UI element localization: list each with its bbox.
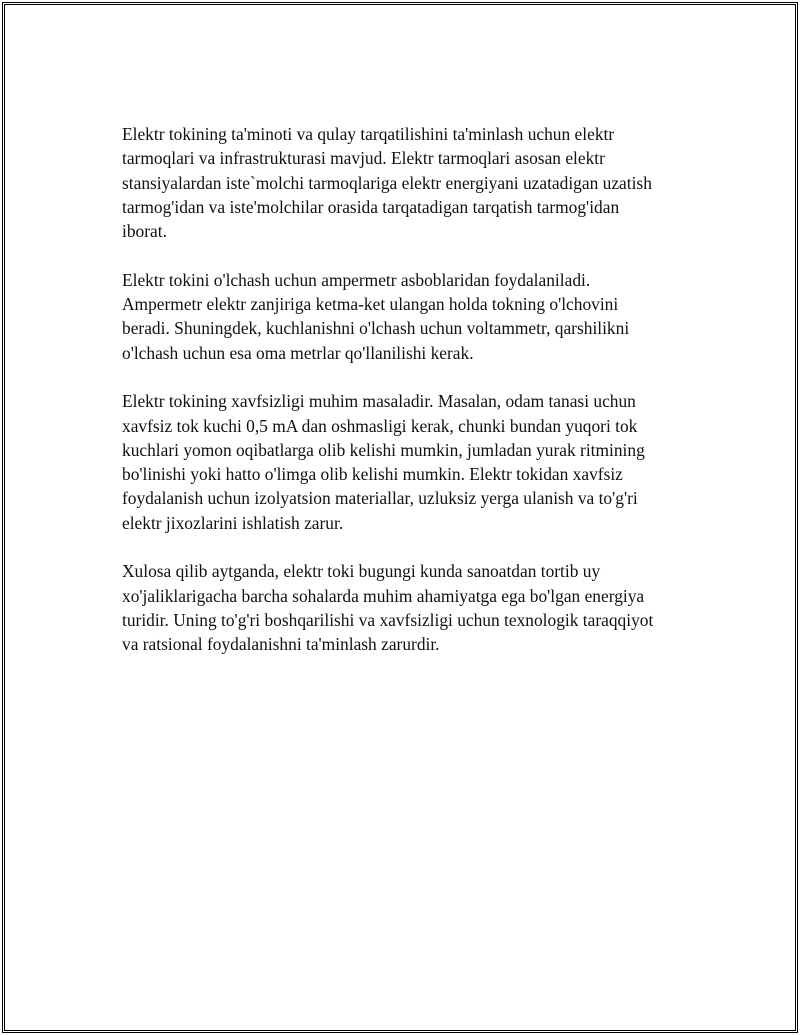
text-line: xavfsiz tok kuchi 0,5 mA dan oshmasligi kerak, chunki bundan yuqori tok	[122, 415, 638, 436]
text-line: bo'linishi yoki hatto o'limga olib kelishi mumkin. Elektr tokidan xavfsiz	[122, 464, 623, 485]
document-body	[122, 122, 697, 681]
text-line: kuchlari yomon oqibatlarga olib kelishi mumkin, jumladan yurak ritmining	[122, 439, 645, 460]
paragraph-1	[122, 122, 697, 243]
paragraph-4	[122, 559, 697, 656]
text-line: foydalanish uchun izolyatsion materiallar, uzluksiz yerga ulanish va to'g'ri	[122, 488, 638, 509]
text-line: elektr jixozlarini ishlatish zarur.	[122, 512, 344, 533]
text-line: xo'jaliklarigacha barcha sohalarda muhim ahamiyatga ega bo'lgan energiya	[122, 585, 645, 606]
text-line: Elektr tokining ta'minoti va qulay tarqatilishini ta'minlash uchun elektr	[122, 124, 615, 144]
text-line: beradi. Shuningdek, kuchlanishni o'lchash uchun voltammetr, qarshilikni	[122, 318, 630, 339]
text-line: tarmoqlari va infrastrukturasi mavjud. Elektr tarmoqlari asosan elektr	[122, 148, 605, 169]
text-line: va ratsional foydalanishni ta'minlash zarurdir.	[122, 634, 440, 655]
paragraph-2	[122, 268, 697, 365]
text-line: o'lchash uchun esa oma metrlar qo'llanilishi kerak.	[122, 342, 474, 363]
text-line: Ampermetr elektr zanjiriga ketma-ket ulangan holda tokning o'lchovini	[122, 294, 619, 315]
text-line: tarmog'idan va iste'molchilar orasida tarqatadigan tarqatish tarmog'idan	[122, 196, 620, 217]
text-line: Xulosa qilib aytganda, elektr toki bugungi kunda sanoatdan tortib uy	[122, 561, 601, 582]
text-line: Elektr tokini o'lchash uchun ampermetr asboblaridan foydalaniladi.	[122, 269, 591, 290]
page-frame	[2, 2, 798, 1033]
text-line: iborat.	[122, 221, 167, 242]
text-line: Elektr tokining xavfsizligi muhim masaladir. Masalan, odam tanasi uchun	[122, 391, 636, 412]
paragraph-3	[122, 389, 697, 535]
text-line: stansiyalardan iste`molchi tarmoqlariga elektr energiyani uzatadigan uzatish	[122, 172, 652, 193]
text-line: turidir. Uning to'g'ri boshqarilishi va xavfsizligi uchun texnologik taraqqiyot	[122, 609, 654, 630]
